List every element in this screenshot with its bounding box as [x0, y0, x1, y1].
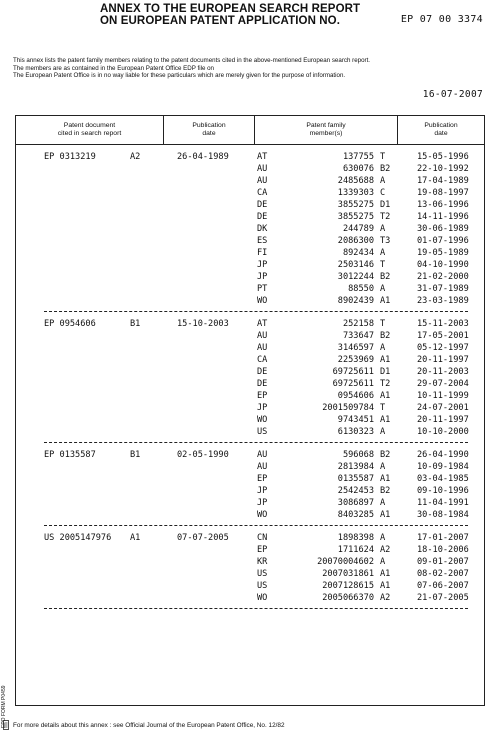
member-publication-date: 21-07-2005 — [417, 593, 469, 603]
member-publication-date: 23-03-1989 — [417, 296, 469, 306]
member-kind: A — [380, 427, 386, 437]
table-row — [16, 390, 484, 402]
member-country: CA — [257, 355, 268, 365]
member-kind: A1 — [380, 415, 391, 425]
table-row — [16, 354, 484, 366]
member-country: EP — [257, 545, 268, 555]
member-kind: A1 — [380, 581, 391, 591]
group-separator — [44, 608, 468, 610]
table-row — [16, 461, 484, 473]
member-number: 596068 — [342, 450, 374, 460]
member-country: FI — [257, 248, 268, 258]
epo-logo-icon — [3, 720, 9, 730]
member-kind: B2 — [380, 331, 391, 341]
table-row — [16, 485, 484, 497]
table-row — [16, 414, 484, 426]
table-row — [16, 449, 484, 461]
member-publication-date: 15-05-1996 — [417, 152, 469, 162]
member-number: 2001509784 — [322, 403, 374, 413]
citation-group — [16, 449, 484, 527]
member-kind: T3 — [380, 236, 391, 246]
table-row — [16, 199, 484, 211]
member-number: 252158 — [342, 319, 374, 329]
member-publication-date: 24-07-2001 — [417, 403, 469, 413]
citation-group — [16, 532, 484, 610]
header-publication-date: Publication date — [192, 122, 226, 137]
table-row — [16, 509, 484, 521]
cited-publication-date: 26-04-1989 — [177, 152, 229, 162]
member-country: ES — [257, 236, 268, 246]
application-number: EP 07 00 3374 — [400, 14, 483, 25]
table-row — [16, 247, 484, 259]
member-kind: A1 — [380, 296, 391, 306]
table-row — [16, 544, 484, 556]
member-country: AU — [257, 164, 268, 174]
member-publication-date: 21-02-2000 — [417, 272, 469, 282]
member-kind: A2 — [380, 593, 391, 603]
member-number: 2253969 — [337, 355, 374, 365]
member-publication-date: 31-07-1989 — [417, 284, 469, 294]
member-kind: B2 — [380, 450, 391, 460]
member-publication-date: 01-07-1996 — [417, 236, 469, 246]
member-kind: A — [380, 462, 386, 472]
report-title-line1: ANNEX TO THE EUROPEAN SEARCH REPORT — [100, 3, 361, 15]
member-kind: A1 — [380, 474, 391, 484]
cited-document: US 2005147976 — [44, 533, 112, 543]
table-row — [16, 223, 484, 235]
table-row — [16, 532, 484, 544]
member-publication-date: 09-01-2007 — [417, 557, 469, 567]
member-country: DE — [257, 212, 268, 222]
disclaimer-line: The members are as contained in the European Patent Office EDP file on — [13, 64, 214, 72]
member-country: US — [257, 427, 268, 437]
member-number: 2485688 — [337, 176, 374, 186]
member-number: 69725611 — [332, 379, 374, 389]
cited-publication-date: 02-05-1990 — [177, 450, 229, 460]
member-publication-date: 05-12-1997 — [417, 343, 469, 353]
member-country: EP — [257, 474, 268, 484]
member-kind: A — [380, 224, 386, 234]
cited-document: EP 0313219 — [44, 152, 96, 162]
report-title-line2: ON EUROPEAN PATENT APPLICATION NO. — [100, 15, 341, 27]
member-number: 0135587 — [337, 474, 374, 484]
header-member-publication-date: Publication date — [424, 122, 458, 137]
member-number: 2086300 — [337, 236, 374, 246]
member-country: AU — [257, 462, 268, 472]
member-country: WO — [257, 510, 268, 520]
member-publication-date: 10-11-1999 — [417, 391, 469, 401]
table-row — [16, 330, 484, 342]
table-row — [16, 151, 484, 163]
member-kind: A — [380, 176, 386, 186]
member-country: DK — [257, 224, 268, 234]
citation-group — [16, 318, 484, 444]
cited-kind: B1 — [130, 450, 141, 460]
member-country: AT — [257, 319, 268, 329]
member-country: JP — [257, 498, 268, 508]
member-number: 69725611 — [332, 367, 374, 377]
member-number: 20070004602 — [317, 557, 374, 567]
table-row — [16, 295, 484, 307]
member-kind: T — [380, 260, 386, 270]
member-number: 244789 — [342, 224, 374, 234]
table-row — [16, 402, 484, 414]
header-patent-family-members: Patent family member(s) — [306, 122, 346, 137]
header-patent-document: Patent document cited in search report — [57, 122, 122, 137]
table-body — [16, 151, 484, 615]
member-kind: A — [380, 248, 386, 258]
member-country: JP — [257, 403, 268, 413]
member-number: 6130323 — [337, 427, 374, 437]
member-number: 630076 — [342, 164, 374, 174]
member-country: AT — [257, 152, 268, 162]
member-kind: A — [380, 284, 386, 294]
member-country: CA — [257, 188, 268, 198]
member-country: JP — [257, 272, 268, 282]
member-number: 9743451 — [337, 415, 374, 425]
table-row — [16, 366, 484, 378]
member-kind: B2 — [380, 164, 391, 174]
cited-kind: A2 — [130, 152, 141, 162]
member-publication-date: 03-04-1985 — [417, 474, 469, 484]
table-row — [16, 235, 484, 247]
table-row — [16, 163, 484, 175]
member-kind: T — [380, 152, 386, 162]
member-kind: T — [380, 403, 386, 413]
member-kind: B2 — [380, 272, 391, 282]
cited-publication-date: 07-07-2005 — [177, 533, 229, 543]
member-publication-date: 29-07-2004 — [417, 379, 469, 389]
cited-kind: A1 — [130, 533, 141, 543]
member-country: WO — [257, 415, 268, 425]
member-publication-date: 14-11-1996 — [417, 212, 469, 222]
form-code: EPO FORM P0459 — [1, 685, 7, 728]
member-publication-date: 10-10-2000 — [417, 427, 469, 437]
table-row — [16, 426, 484, 438]
member-country: AU — [257, 343, 268, 353]
table-row — [16, 342, 484, 354]
member-publication-date: 17-04-1989 — [417, 176, 469, 186]
group-separator — [44, 442, 468, 444]
member-kind: T2 — [380, 379, 391, 389]
member-kind: A1 — [380, 355, 391, 365]
member-publication-date: 18-10-2006 — [417, 545, 469, 555]
member-number: 8403285 — [337, 510, 374, 520]
member-kind: D1 — [380, 200, 391, 210]
table-row — [16, 175, 484, 187]
disclaimer-line: The European Patent Office is in no way liable for these particulars which are merely given for the purpose of information. — [13, 72, 346, 80]
member-number: 0954606 — [337, 391, 374, 401]
member-kind: A — [380, 557, 386, 567]
member-publication-date: 22-10-1992 — [417, 164, 469, 174]
member-number: 1898398 — [337, 533, 374, 543]
table-row — [16, 473, 484, 485]
disclaimer-line: This annex lists the patent family members relating to the patent documents cited in the above-mentioned European search report. — [13, 57, 371, 64]
member-publication-date: 04-10-1990 — [417, 260, 469, 270]
member-kind: A1 — [380, 391, 391, 401]
member-number: 3146597 — [337, 343, 374, 353]
patent-family-table — [15, 115, 485, 706]
member-publication-date: 20-11-1997 — [417, 355, 469, 365]
member-country: EP — [257, 391, 268, 401]
member-publication-date: 19-08-1997 — [417, 188, 469, 198]
member-publication-date: 08-02-2007 — [417, 569, 469, 579]
cited-document: EP 0135587 — [44, 450, 96, 460]
citation-group — [16, 151, 484, 313]
member-country: US — [257, 569, 268, 579]
member-kind: A1 — [380, 510, 391, 520]
member-publication-date: 30-06-1989 — [417, 224, 469, 234]
member-publication-date: 30-08-1984 — [417, 510, 469, 520]
table-row — [16, 318, 484, 330]
member-country: DE — [257, 367, 268, 377]
member-publication-date: 15-11-2003 — [417, 319, 469, 329]
member-publication-date: 13-06-1996 — [417, 200, 469, 210]
footer-note: For more details about this annex : see Official Journal of the European Patent Office, No. 12/82 — [13, 722, 285, 729]
member-country: US — [257, 581, 268, 591]
member-kind: B2 — [380, 486, 391, 496]
member-country: DE — [257, 200, 268, 210]
member-country: AU — [257, 450, 268, 460]
member-number: 2503146 — [337, 260, 374, 270]
member-number: 3086897 — [337, 498, 374, 508]
disclaimer — [13, 57, 491, 80]
member-kind: D1 — [380, 367, 391, 377]
member-kind: A — [380, 533, 386, 543]
member-number: 733647 — [342, 331, 374, 341]
member-number: 2007031861 — [322, 569, 374, 579]
cited-kind: B1 — [130, 319, 141, 329]
member-number: 3855275 — [337, 200, 374, 210]
table-row — [16, 580, 484, 592]
member-country: AU — [257, 331, 268, 341]
member-country: KR — [257, 557, 268, 567]
member-number: 88550 — [348, 284, 374, 294]
member-number: 892434 — [342, 248, 374, 258]
member-publication-date: 11-04-1991 — [417, 498, 469, 508]
member-number: 2813984 — [337, 462, 374, 472]
table-row — [16, 283, 484, 295]
table-row — [16, 187, 484, 199]
table-row — [16, 497, 484, 509]
member-country: CN — [257, 533, 268, 543]
member-number: 2005066370 — [322, 593, 374, 603]
cited-document: EP 0954606 — [44, 319, 96, 329]
table-row — [16, 592, 484, 604]
table-row — [16, 378, 484, 390]
member-publication-date: 26-04-1990 — [417, 450, 469, 460]
member-publication-date: 09-10-1996 — [417, 486, 469, 496]
member-country: AU — [257, 176, 268, 186]
member-number: 8902439 — [337, 296, 374, 306]
table-row — [16, 211, 484, 223]
member-number: 2007128615 — [322, 581, 374, 591]
member-kind: T — [380, 319, 386, 329]
member-country: WO — [257, 296, 268, 306]
member-kind: A — [380, 343, 386, 353]
member-publication-date: 07-06-2007 — [417, 581, 469, 591]
member-publication-date: 10-09-1984 — [417, 462, 469, 472]
member-number: 3012244 — [337, 272, 374, 282]
report-date: 16-07-2007 — [422, 89, 483, 100]
member-publication-date: 20-11-1997 — [417, 415, 469, 425]
member-number: 3855275 — [337, 212, 374, 222]
member-kind: A — [380, 498, 386, 508]
cited-publication-date: 15-10-2003 — [177, 319, 229, 329]
table-header — [16, 116, 484, 145]
member-country: JP — [257, 260, 268, 270]
member-number: 2542453 — [337, 486, 374, 496]
table-row — [16, 556, 484, 568]
member-number: 1711624 — [337, 545, 374, 555]
member-country: WO — [257, 593, 268, 603]
group-separator — [44, 311, 468, 313]
table-row — [16, 271, 484, 283]
member-country: DE — [257, 379, 268, 389]
member-kind: C — [380, 188, 386, 198]
group-separator — [44, 525, 468, 527]
table-row — [16, 259, 484, 271]
table-row — [16, 568, 484, 580]
member-country: PT — [257, 284, 268, 294]
member-kind: A2 — [380, 545, 391, 555]
member-number: 1339303 — [337, 188, 374, 198]
member-publication-date: 20-11-2003 — [417, 367, 469, 377]
member-publication-date: 19-05-1989 — [417, 248, 469, 258]
member-publication-date: 17-05-2001 — [417, 331, 469, 341]
member-country: JP — [257, 486, 268, 496]
member-kind: A1 — [380, 569, 391, 579]
member-publication-date: 17-01-2007 — [417, 533, 469, 543]
member-number: 137755 — [342, 152, 374, 162]
member-kind: T2 — [380, 212, 391, 222]
